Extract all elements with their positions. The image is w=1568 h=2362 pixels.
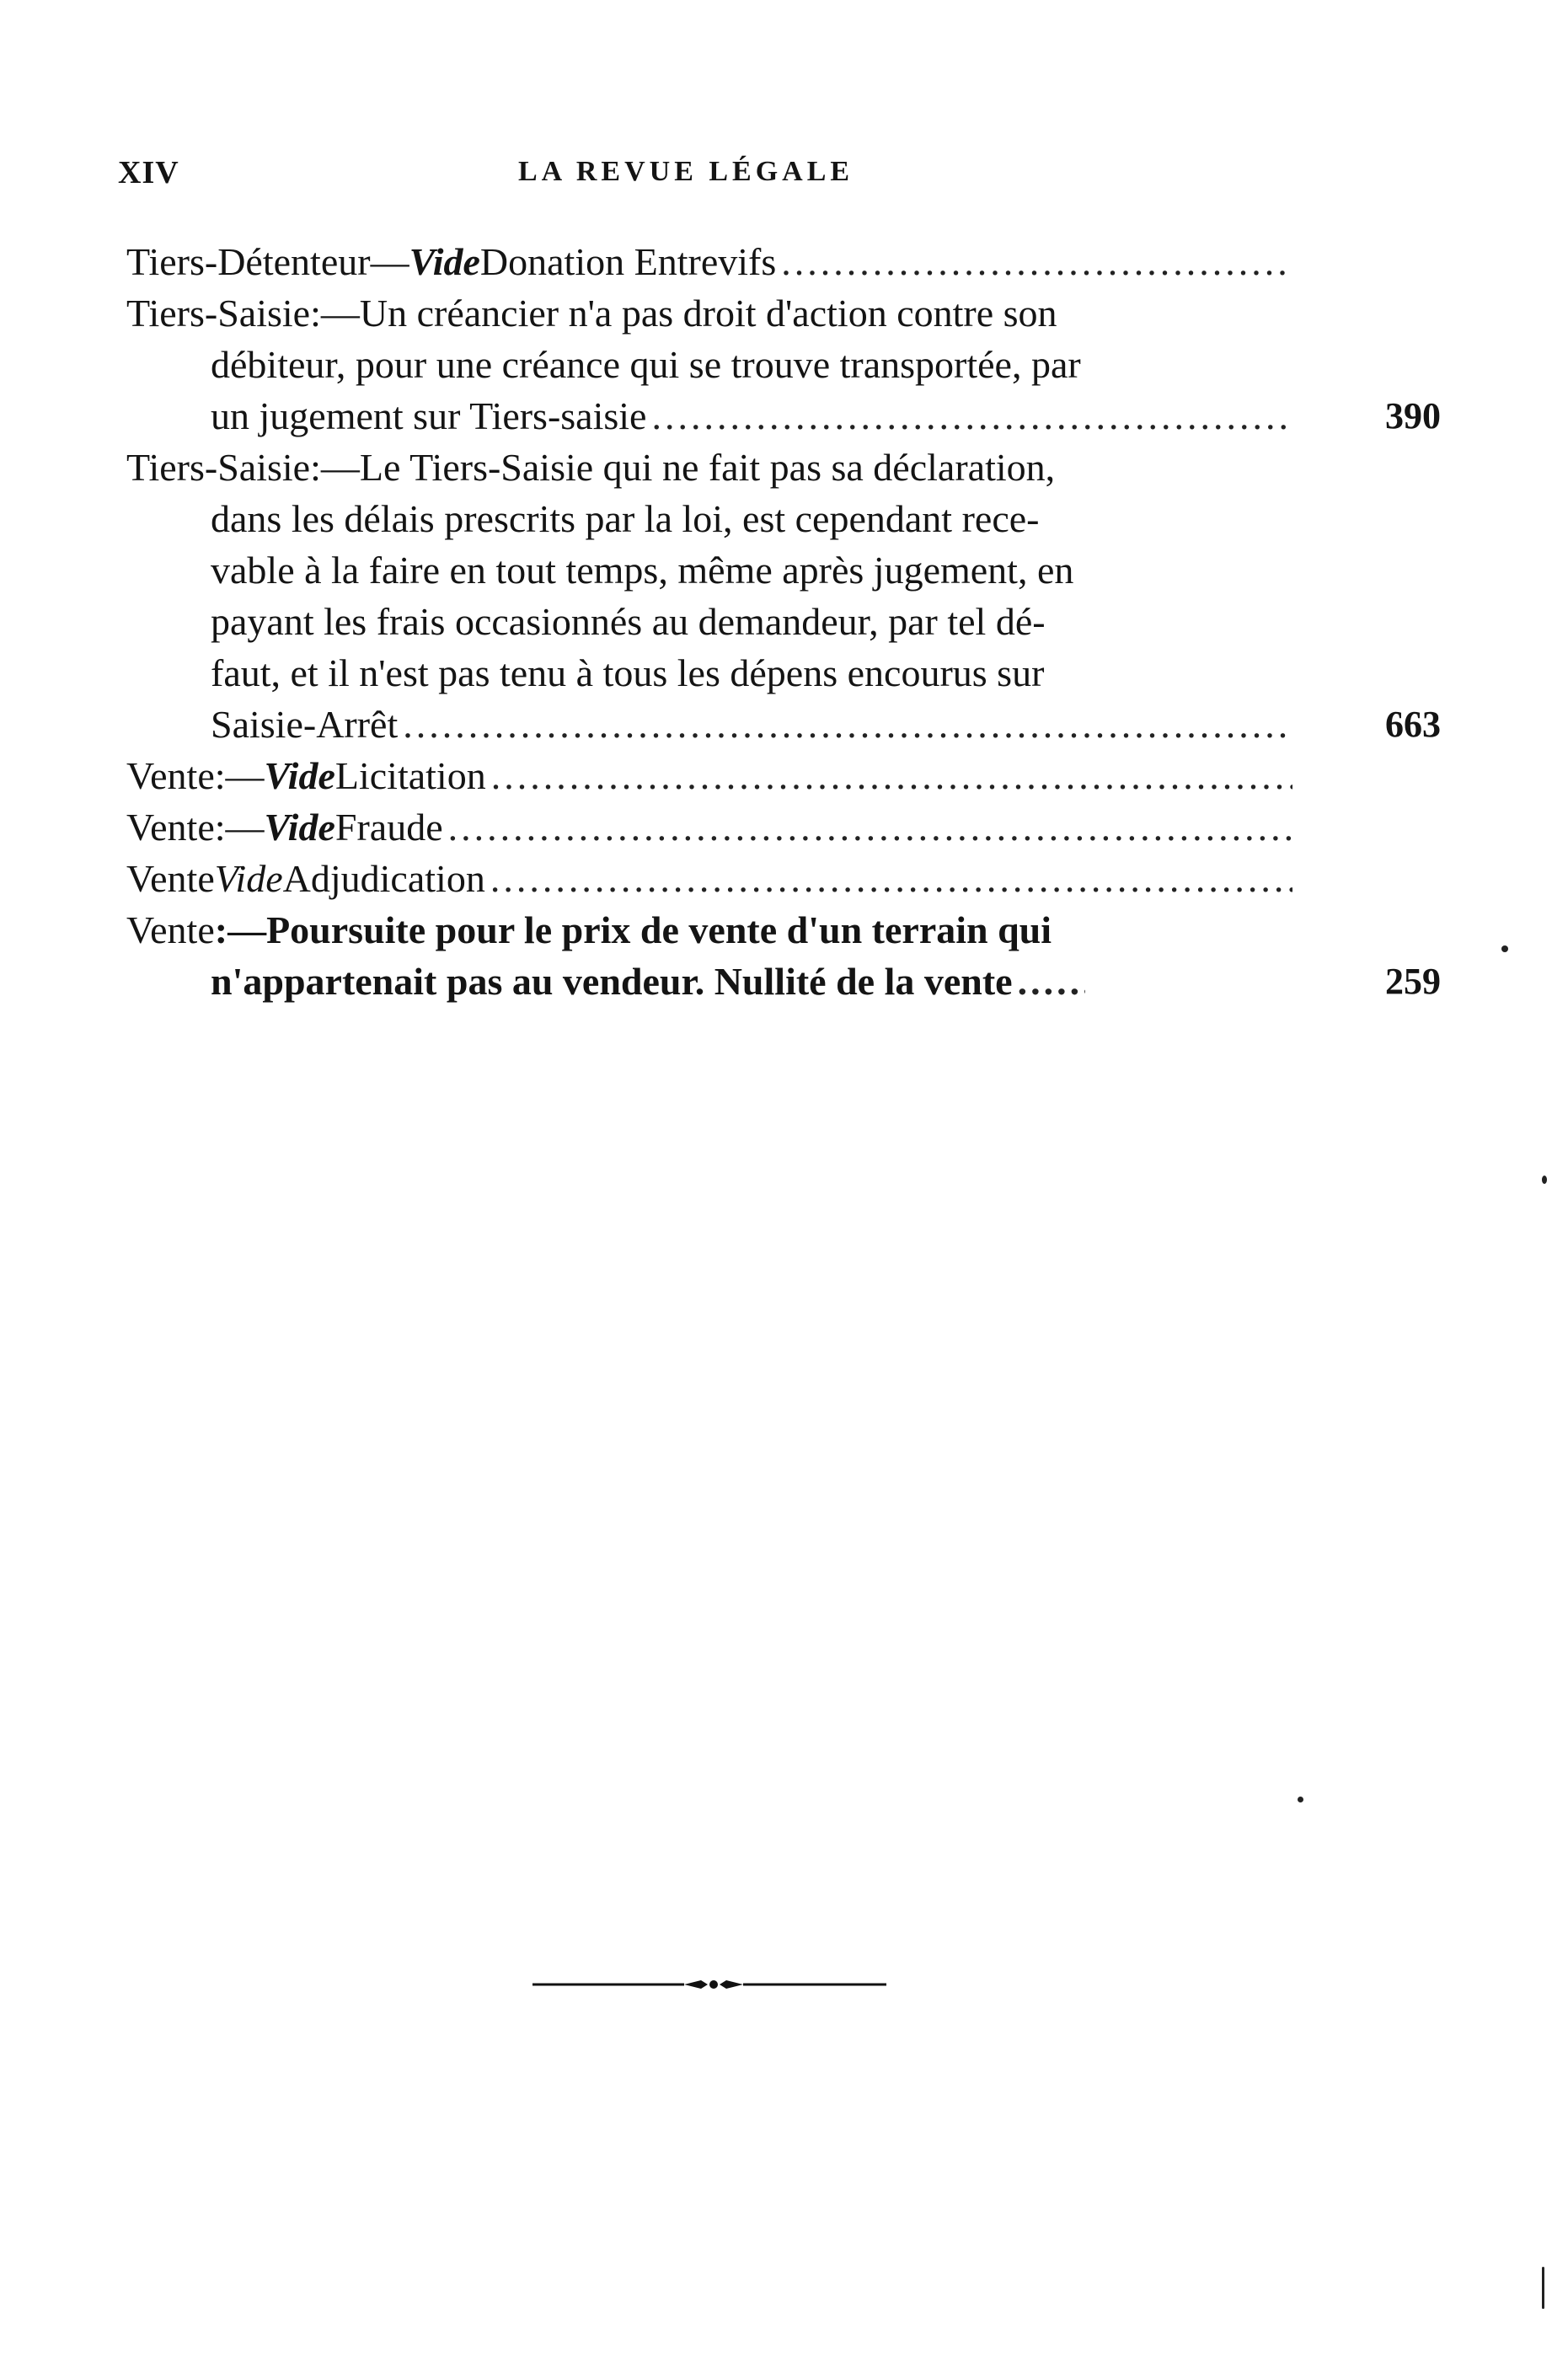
entry-head: Tiers-Saisie [126,292,311,335]
entry-separator: — [370,240,409,283]
running-title: LA REVUE LÉGALE [518,156,854,187]
page-number: XIV [118,155,179,190]
scan-speck [1542,1176,1547,1184]
entry-head: Tiers-Saisie [126,446,311,489]
entry-head: Vente [126,857,215,900]
index-entry [126,236,1298,287]
vide-reference: Vide [214,857,283,900]
entry-head: Vente [126,754,215,797]
dot-leader [403,699,1292,750]
entry-head: Tiers-Détenteur [126,240,371,283]
vide-reference: Vide [264,754,335,797]
dot-leader [448,801,1292,853]
entry-text: :—Un créancier n'a pas droit d'action contre son [310,292,1057,335]
entry-line [126,390,1441,442]
dot-leader [1018,956,1085,1007]
dot-leader [781,236,1292,287]
entry-text: Licitation [334,754,486,797]
entry-line [126,699,1441,750]
index-entry [126,801,1298,853]
index-entry [126,750,1298,801]
entry-text: :—Poursuite pour le prix de vente d'un terrain qui [214,908,1052,951]
entry-line [126,853,1298,904]
page-reference: 663 [1385,704,1441,745]
index-entry [126,853,1298,904]
entry-line [126,647,1298,699]
entry-text: dans les délais prescrits par la loi, est cependant rece- [211,497,1040,540]
entry-head: Vente [126,908,215,951]
entry-separator: :— [214,806,265,849]
index-entry [126,442,1441,750]
entry-text: Saisie-Arrêt [211,703,399,746]
entry-head: Vente [126,806,215,849]
entry-line [126,442,1298,493]
vide-reference: Vide [409,240,480,283]
page-reference: 390 [1385,395,1441,437]
entry-line [126,750,1298,801]
index-list [126,236,1441,1007]
entry-line [126,801,1298,853]
entry-line [126,339,1298,390]
page-reference: 259 [1385,961,1441,1002]
entry-text: n'appartenait pas au vendeur. Nullité de la vente [211,960,1013,1003]
entry-text: Fraude [334,806,443,849]
scan-speck [1298,1797,1303,1802]
scan-speck [1542,2267,1544,2309]
ornament-divider [532,1976,886,1993]
entry-text: Adjudication [282,857,485,900]
entry-line [126,236,1298,287]
index-entry [126,287,1441,442]
vide-reference: Vide [264,806,335,849]
entry-separator: :— [214,754,265,797]
entry-line [126,544,1298,596]
entry-text: un jugement sur Tiers-saisie [211,394,647,437]
dot-leader [490,853,1292,904]
dot-leader [651,390,1292,442]
entry-line [126,596,1298,647]
scan-speck [1501,945,1508,952]
entry-text: vable à la faire en tout temps, même après jugement, en [211,549,1074,592]
entry-line [126,287,1298,339]
page-header [0,154,1568,205]
entry-text: payant les frais occasionnés au demandeur, par tel dé- [211,600,1046,643]
dot-leader [491,750,1292,801]
entry-line [126,493,1298,544]
entry-text: Donation Entrevifs [479,240,777,283]
entry-text: faut, et il n'est pas tenu à tous les dépens encourus sur [211,651,1045,694]
index-entry [126,904,1441,1007]
entry-line [126,904,1298,956]
entry-text: débiteur, pour une créance qui se trouve transportée, par [211,343,1081,386]
entry-line [126,956,1441,1007]
entry-text: :—Le Tiers-Saisie qui ne fait pas sa déclaration, [310,446,1056,489]
